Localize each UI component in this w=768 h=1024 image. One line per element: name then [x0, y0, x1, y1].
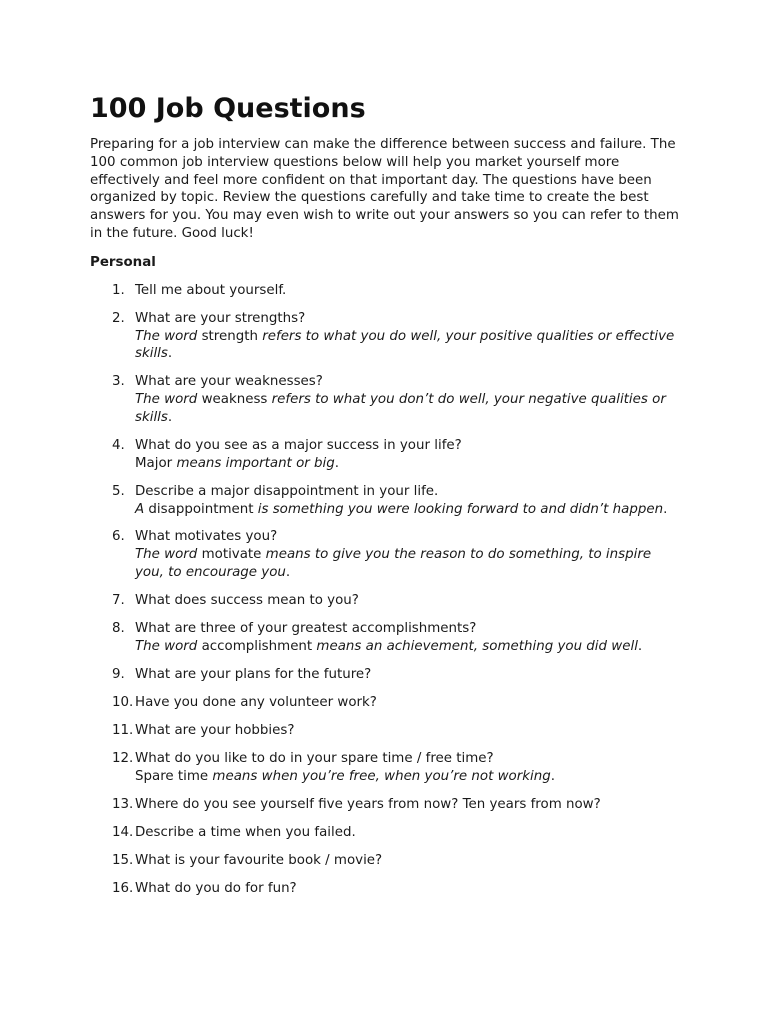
defined-term: accomplishment [201, 638, 313, 654]
question-definition-note [135, 768, 680, 786]
question-number: 12. [112, 750, 134, 766]
question-text: What are three of your greatest accomplishments? [135, 621, 477, 637]
question-text: Describe a time when you failed. [135, 824, 356, 840]
defined-term: . [663, 501, 668, 517]
question-number: 5. [112, 483, 125, 499]
definition-text: A [135, 501, 149, 517]
question-item [90, 528, 680, 581]
question-number: 13. [112, 796, 134, 812]
question-item [90, 824, 680, 842]
defined-term: Spare time [135, 768, 209, 784]
question-text: What does success mean to you? [135, 593, 359, 609]
question-item [90, 437, 680, 473]
question-item [90, 282, 680, 300]
question-text: What is your favourite book / movie? [135, 852, 383, 868]
question-item [90, 852, 680, 870]
question-text: What do you see as a major success in your life? [135, 437, 462, 453]
question-text: Describe a major disappointment in your life. [135, 483, 439, 499]
question-number: 4. [112, 437, 125, 453]
definition-text: is something you were looking forward to and didn’t happen [253, 501, 664, 517]
question-text: What are your strengths? [135, 310, 306, 326]
question-text: What are your weaknesses? [135, 374, 323, 390]
definition-text: The word [135, 392, 202, 408]
document-page [90, 92, 680, 908]
question-number: 8. [112, 621, 125, 637]
question-item [90, 796, 680, 814]
defined-term: weakness [201, 392, 268, 408]
defined-term: . [550, 768, 555, 784]
question-number: 3. [112, 374, 125, 390]
section-heading-personal: Personal [90, 254, 156, 270]
question-number: 10. [112, 694, 134, 710]
question-definition-note [135, 546, 680, 582]
definition-text: The word [135, 328, 202, 344]
question-text: Where do you see yourself five years from now? Ten years from now? [135, 796, 601, 812]
defined-term: . [167, 346, 173, 362]
defined-term: . [334, 455, 340, 471]
question-item [90, 666, 680, 684]
question-definition-note [135, 391, 680, 427]
question-item [90, 310, 680, 363]
definition-text: means to give you the reason to do something, to inspire you, to encourage you [135, 547, 652, 581]
question-item [90, 694, 680, 712]
question-item [90, 620, 680, 656]
question-list [90, 282, 680, 898]
question-number: 15. [112, 852, 134, 868]
question-number: 7. [112, 593, 125, 609]
question-number: 2. [112, 310, 125, 326]
defined-term: strength [201, 328, 258, 344]
question-number: 16. [112, 880, 134, 896]
question-text: What do you like to do in your spare time / free time? [135, 750, 494, 766]
defined-term: . [637, 638, 643, 654]
question-number: 11. [112, 722, 134, 738]
defined-term: . [285, 565, 291, 581]
question-item [90, 722, 680, 740]
question-definition-note [135, 501, 680, 519]
defined-term: . [167, 409, 173, 425]
definition-text: refers to what you don’t do well, your negative qualities or skills [135, 392, 666, 425]
question-item [90, 750, 680, 786]
definition-text: means an achievement, something you did well [312, 638, 638, 654]
question-definition-note [135, 455, 680, 473]
intro-paragraph: Preparing for a job interview can make the difference between success and failure. The 100 common job interview questions below will help you market yourself more effectively and feel more confident on that important day. The questions have been organized by topic. Review the questions carefully and take time to create the best answers for you. You may even wish to write out your answers so you can refer to them in the future. Good luck! [90, 137, 679, 241]
question-definition-note [135, 638, 680, 656]
question-definition-note [135, 328, 680, 364]
question-item [90, 592, 680, 610]
question-item [90, 880, 680, 898]
question-number: 9. [112, 666, 125, 682]
question-number: 6. [112, 529, 125, 545]
definition-text: means when you’re free, when you’re not working [208, 768, 551, 784]
definition-text: refers to what you do well, your positive qualities or effective skills [135, 328, 675, 362]
question-number: 14. [112, 824, 134, 840]
definition-text: The word [135, 638, 202, 654]
defined-term: disappointment [148, 501, 254, 517]
defined-term: motivate [201, 547, 262, 563]
definition-text: The word [135, 547, 202, 563]
question-text: What are your plans for the future? [135, 666, 372, 682]
question-item [90, 373, 680, 426]
question-text: What motivates you? [135, 529, 278, 545]
question-text: What do you do for fun? [135, 880, 297, 896]
question-text: Tell me about yourself. [135, 282, 287, 298]
question-text: Have you done any volunteer work? [135, 694, 377, 710]
defined-term: Major [135, 455, 173, 471]
definition-text: means important or big [172, 455, 335, 471]
question-number: 1. [112, 282, 125, 298]
question-item [90, 483, 680, 519]
page-title: 100 Job Questions [90, 93, 366, 124]
question-text: What are your hobbies? [135, 722, 295, 738]
